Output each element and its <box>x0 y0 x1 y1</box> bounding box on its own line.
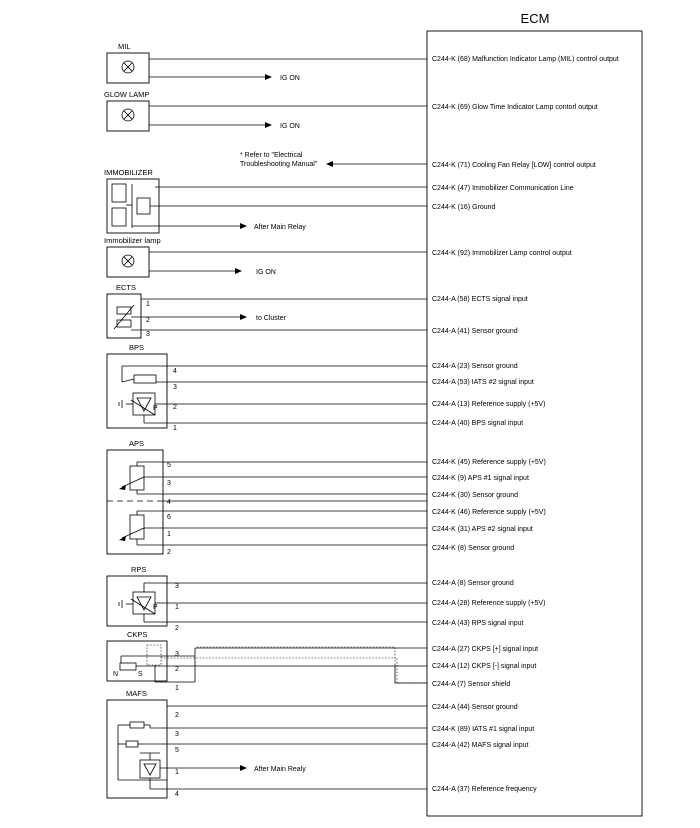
pin-number: 1 <box>175 769 179 776</box>
arrow-icon <box>240 314 247 320</box>
pin-number: 3 <box>146 331 150 338</box>
ecm-signal: C244-K (30) Sensor ground <box>432 492 518 499</box>
pin-number: 3 <box>175 731 179 738</box>
ecm-signal: C244-K (16) Ground <box>432 204 496 211</box>
mil-component <box>107 53 427 83</box>
arrow-icon <box>265 74 272 80</box>
ckps-label: CKPS <box>127 630 148 639</box>
arrow-label: to Cluster <box>256 315 286 322</box>
pin-number: 1 <box>175 604 179 611</box>
rps-component <box>107 576 427 632</box>
pin-number: 2 <box>146 317 150 324</box>
note-line-2: Troubleshooting Manual" <box>240 161 318 168</box>
pin-number: 2 <box>173 404 177 411</box>
pin-number: 1 <box>175 685 179 692</box>
arrow-label: IG ON <box>256 269 276 276</box>
bps-label: BPS <box>129 343 145 352</box>
ecm-signal: C244-A (13) Reference supply (+5V) <box>432 401 546 408</box>
ecm-signal: C244-A (12) CKPS [-] signal input <box>432 663 537 670</box>
pin-number: 2 <box>167 549 171 556</box>
ecm-signal: C244-A (7) Sensor shield <box>432 681 511 688</box>
ecm-signal: C244-K (68) Malfunction Indicator Lamp (MIL) control output <box>432 56 619 63</box>
south-pole-symbol: S <box>138 671 143 678</box>
pressure-symbol: P <box>153 405 158 412</box>
pin-number: 4 <box>167 499 171 506</box>
pin-number: 1 <box>167 531 171 538</box>
pin-number: 4 <box>173 368 177 375</box>
mil-label: MIL <box>118 42 131 51</box>
ecm-title: ECM <box>520 11 550 26</box>
glow-lamp-component <box>107 101 427 131</box>
arrow-icon <box>265 122 272 128</box>
ecm-signal: C244-A (8) Sensor ground <box>432 580 514 587</box>
immobilizer-lamp-component <box>107 247 427 277</box>
ecm-signal: C244-A (53) IATS #2 signal input <box>432 379 534 386</box>
ecm-signal: C244-K (69) Glow Time Indicator Lamp contorl output <box>432 104 598 111</box>
arrow-label: IG ON <box>280 123 300 130</box>
note-line-1: * Refer to "Electrical <box>240 152 303 159</box>
pin-number: 3 <box>175 583 179 590</box>
pin-number: 5 <box>167 462 171 469</box>
arrow-label: After Main Realy <box>254 766 306 773</box>
aps-component <box>107 450 427 556</box>
ecm-signal: C244-K (8) Sensor ground <box>432 545 515 552</box>
ecm-signal: C244-A (37) Reference frequency <box>432 786 537 793</box>
immobilizer-lamp-label: Immobilizer lamp <box>104 236 161 245</box>
arrow-label: After Main Relay <box>254 224 306 231</box>
ecm-signal: C244-K (92) Immobilizer Lamp control output <box>432 250 572 257</box>
ecm-signal: C244-K (71) Cooling Fan Relay [LOW] control output <box>432 162 596 169</box>
ecm-signal: C244-A (27) CKPS [+] signal input <box>432 646 539 653</box>
ects-component <box>107 294 427 338</box>
pin-number: 3 <box>175 651 179 658</box>
ecm-signal: C244-A (43) RPS signal input <box>432 620 524 627</box>
bps-component <box>107 354 427 432</box>
ecm-signal: C244-K (9) APS #1 signal input <box>432 475 529 482</box>
ecm-signal: C244-K (46) Reference supply (+5V) <box>432 509 546 516</box>
ecm-signal: C244-A (41) Sensor ground <box>432 328 518 335</box>
ecm-signal: C244-K (47) Immobilizer Communication Line <box>432 185 574 192</box>
ecm-signal: C244-K (45) Reference supply (+5V) <box>432 459 546 466</box>
immobilizer-label: IMMOBILIZER <box>104 168 153 177</box>
ckps-component <box>107 641 427 692</box>
north-pole-symbol: N <box>113 671 119 678</box>
arrow-icon <box>235 268 242 274</box>
ecm-signal: C244-A (23) Sensor ground <box>432 363 518 370</box>
ecm-signal: C244-A (58) ECTS signal input <box>432 296 528 303</box>
pin-number: 1 <box>173 425 177 432</box>
ecm-signal: C244-K (89) IATS #1 signal input <box>432 726 535 733</box>
pressure-symbol: P <box>153 604 158 611</box>
mafs-component <box>107 700 427 798</box>
arrow-icon <box>326 161 333 167</box>
ecm-signal: C244-A (44) Sensor ground <box>432 704 518 711</box>
ecm-signal: C244-K (31) APS #2 signal input <box>432 526 533 533</box>
pin-number: 3 <box>167 480 171 487</box>
pin-number: 2 <box>175 625 179 632</box>
ecm-signal: C244-A (28) Reference supply (+5V) <box>432 600 546 607</box>
aps-label: APS <box>129 439 145 448</box>
ects-label: ECTS <box>116 283 137 292</box>
pin-number: 5 <box>175 747 179 754</box>
pin-number: 6 <box>167 514 171 521</box>
ecm-signal: C244-A (42) MAFS signal input <box>432 742 529 749</box>
immobilizer-component <box>107 179 427 233</box>
pin-number: 2 <box>175 712 179 719</box>
mafs-label: MAFS <box>126 689 147 698</box>
arrow-icon <box>240 765 247 771</box>
pin-number: 4 <box>175 791 179 798</box>
arrow-icon <box>240 223 247 229</box>
pin-number: 3 <box>173 384 177 391</box>
pin-number: 1 <box>146 301 150 308</box>
ecm-signal: C244-A (40) BPS signal input <box>432 420 524 427</box>
glow-lamp-label: GLOW LAMP <box>104 90 150 99</box>
rps-label: RPS <box>131 565 147 574</box>
arrow-label: IG ON <box>280 75 300 82</box>
pin-number: 2 <box>175 666 179 673</box>
